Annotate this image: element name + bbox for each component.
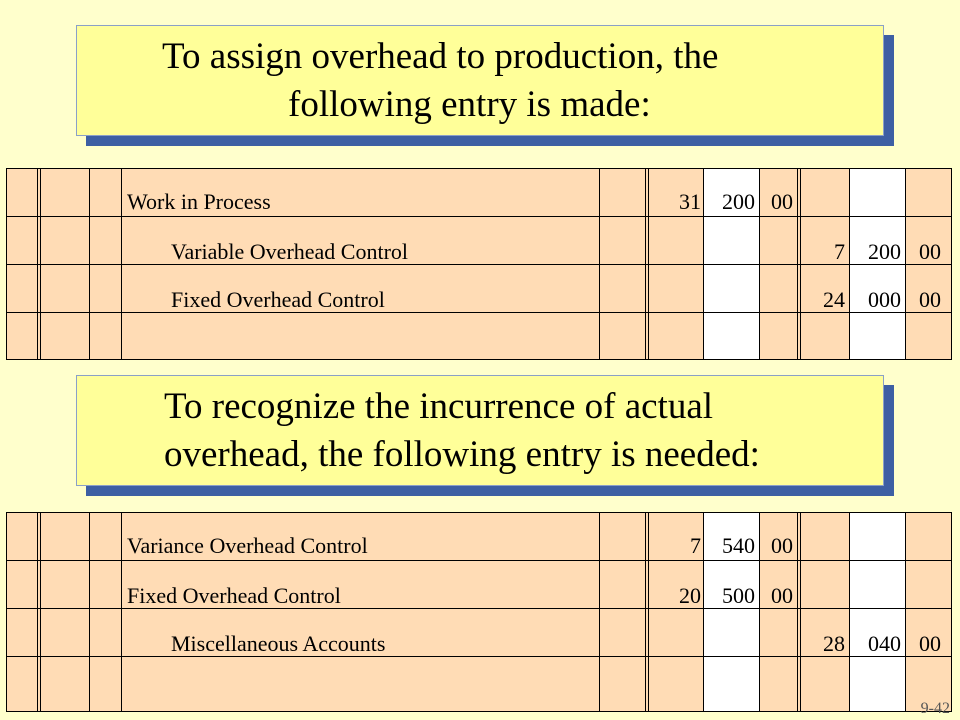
account-name: Variable Overhead Control xyxy=(171,239,409,264)
debit-cents: 00 xyxy=(771,533,793,558)
credit-thousands: 7 xyxy=(834,239,845,264)
debit-hundreds: 500 xyxy=(722,583,755,608)
account-name: Fixed Overhead Control xyxy=(171,287,385,312)
journal-entry-table-1 xyxy=(6,168,952,360)
credit-thousands: 24 xyxy=(823,287,845,312)
column-divider xyxy=(89,513,90,711)
row-divider xyxy=(7,560,951,561)
debit-hundreds: 540 xyxy=(722,533,755,558)
entry-description-callout-1 xyxy=(76,25,884,136)
debit-thousands: 31 xyxy=(679,189,701,214)
column-divider xyxy=(849,513,850,711)
credit-hundreds: 040 xyxy=(868,631,901,656)
credit-thousands: 28 xyxy=(823,631,845,656)
column-divider xyxy=(40,513,41,711)
credit-cents: 00 xyxy=(919,239,941,264)
callout-line-1: To recognize the incurrence of actual xyxy=(164,386,714,427)
column-divider xyxy=(645,513,646,711)
callout-line-2: overhead, the following entry is needed: xyxy=(164,434,760,475)
debit-cents: 00 xyxy=(771,583,793,608)
account-name: Miscellaneous Accounts xyxy=(171,631,386,656)
page-number: 9-42 xyxy=(920,700,950,717)
credit-hundreds: 200 xyxy=(868,239,901,264)
column-divider xyxy=(599,513,600,711)
debit-cents: 00 xyxy=(771,189,793,214)
credit-cents: 00 xyxy=(919,287,941,312)
column-divider xyxy=(648,513,649,711)
account-name: Fixed Overhead Control xyxy=(127,583,341,608)
callout-line-1: To assign overhead to production, the xyxy=(162,36,719,77)
column-divider xyxy=(37,513,38,711)
debit-thousands: 20 xyxy=(679,583,701,608)
debit-thousands: 7 xyxy=(690,533,701,558)
account-name: Work in Process xyxy=(127,189,271,214)
callout-line-2: following entry is made: xyxy=(288,84,651,125)
credit-cents: 00 xyxy=(919,631,941,656)
row-divider xyxy=(7,216,951,217)
column-divider xyxy=(905,513,906,711)
account-name: Variance Overhead Control xyxy=(127,533,368,558)
column-divider xyxy=(800,513,801,711)
column-divider xyxy=(121,513,122,711)
debit-hundreds: 200 xyxy=(722,189,755,214)
credit-hundreds-column xyxy=(849,513,905,711)
journal-entry-table-2 xyxy=(6,512,952,712)
entry-description-callout-2 xyxy=(76,375,884,486)
column-divider xyxy=(797,513,798,711)
credit-hundreds: 000 xyxy=(868,287,901,312)
